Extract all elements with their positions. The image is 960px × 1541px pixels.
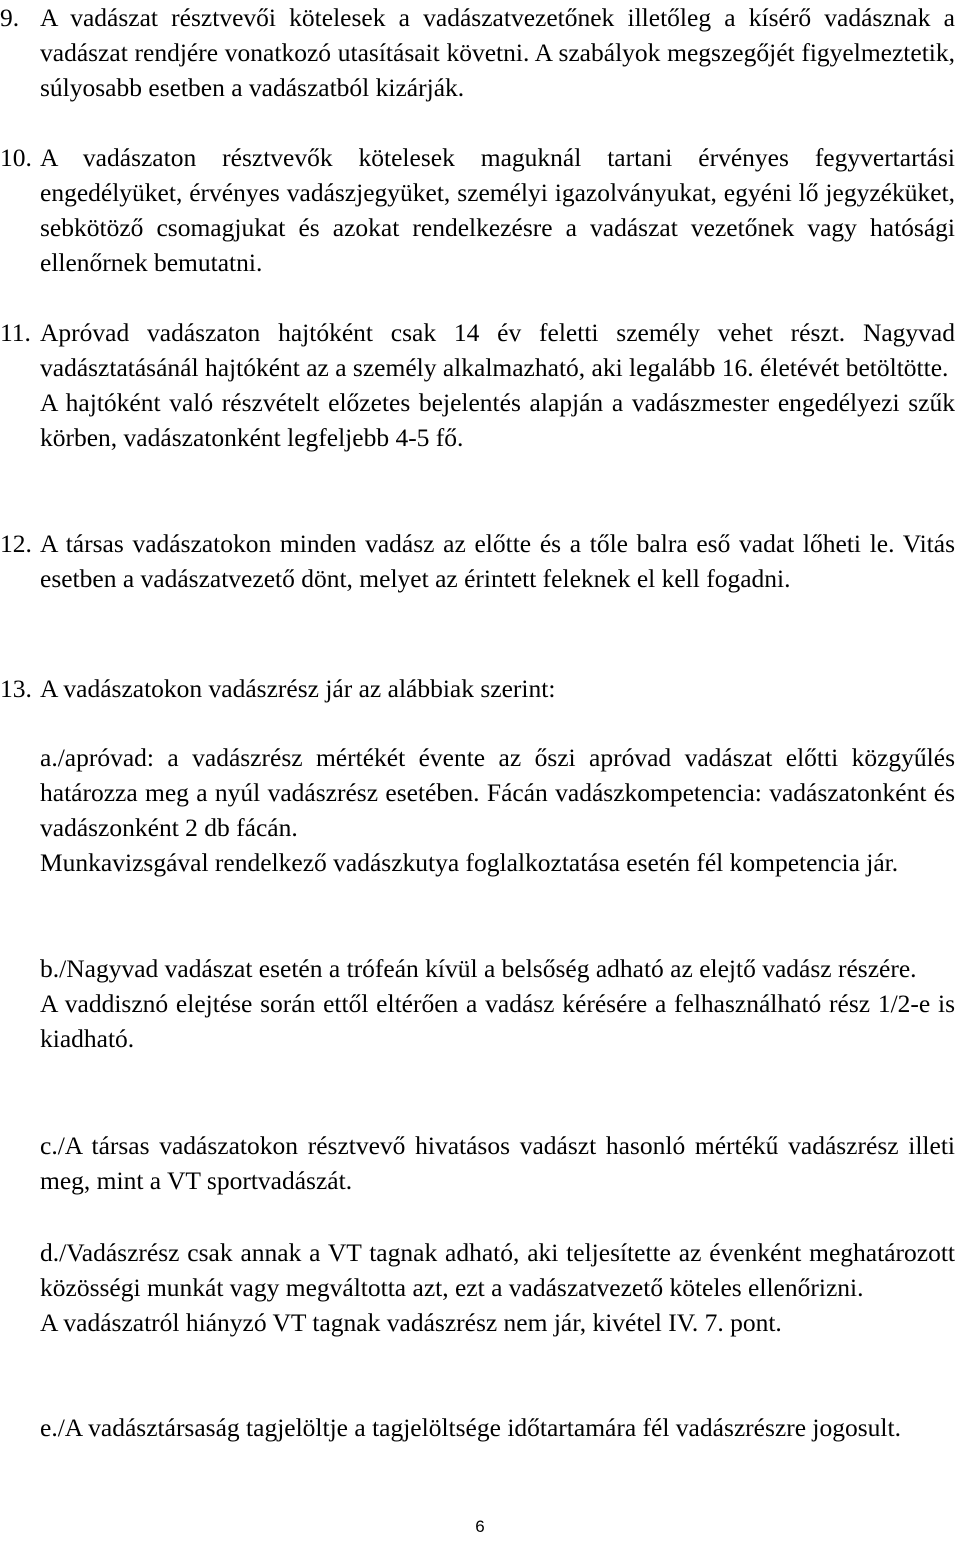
item-body xyxy=(40,0,955,105)
item-body xyxy=(40,140,955,280)
paragraph: a./apróvad: a vadászrész mértékét évente az őszi apróvad vadászat előtti közgyűlés határozza meg a nyúl vadászrész esetében. Fácán vadászkompetencia: vadászatonként és vadászonként 2 db fácán. xyxy=(40,743,955,842)
paragraph: Munkavizsgával rendelkező vadászkutya foglalkoztatása esetén fél kompetencia jár. xyxy=(40,848,899,877)
paragraph: A társas vadászatokon minden vadász az előtte és a tőle balra eső vadat lőheti le. Vitás esetben a vadászatvezető dönt, melyet az érintett feleknek el kell fogadni. xyxy=(40,529,955,593)
paragraph: d./Vadászrész csak annak a VT tagnak adható, aki teljesítette az évenként meghatározott közösségi munkát vagy megváltotta azt, ezt a vadászatvezető köteles ellenőrizni. xyxy=(40,1238,955,1302)
subsection-a xyxy=(40,740,955,880)
paragraph: c./A társas vadászatokon résztvevő hivatásos vadászt hasonló mértékű vadászrész illeti meg, mint a VT sportvadászát. xyxy=(40,1131,955,1195)
subsection-b xyxy=(40,951,955,1056)
subsection-e xyxy=(40,1410,955,1445)
item-number: 10. xyxy=(0,143,32,172)
paragraph: A vaddisznó elejtése során ettől eltérően a vadász kérésére a felhasználható rész 1/2-e is kiadható. xyxy=(40,989,955,1053)
paragraph: A vadászat résztvevői kötelesek a vadászatvezetőnek illetőleg a kísérő vadásznak a vadászat rendjére vonatkozó utasításait követni. A szabályok megszegőjét figyelmeztetik, súlyosabb esetben a vadászatból kizárják. xyxy=(40,3,955,102)
item-body xyxy=(40,526,955,596)
item-number: 11. xyxy=(0,318,31,347)
paragraph: A vadászatokon vadászrész jár az alábbiak szerint: xyxy=(40,674,556,703)
page-number: 6 xyxy=(475,1517,485,1536)
paragraph: A vadászaton résztvevők kötelesek maguknál tartani érvényes fegyvertartási engedélyüket, érvényes vadászjegyüket, személyi igazolványukat, egyéni lő jegyzéküket, sebkötöző csomagjukat és azokat rendelkezésre a vadászat vezetőnek vagy hatósági ellenőrnek bemutatni. xyxy=(40,143,955,277)
paragraph: e./A vadásztársaság tagjelöltje a tagjelöltsége időtartamára fél vadászrészre jogosult. xyxy=(40,1413,901,1442)
paragraph: A hajtóként való részvételt előzetes bejelentés alapján a vadászmester engedélyezi szűk körben, vadászatonként legfeljebb 4-5 fő. xyxy=(40,388,955,452)
subsection-d xyxy=(40,1235,955,1340)
item-body xyxy=(40,315,955,455)
item-number: 12. xyxy=(0,529,32,558)
item-body xyxy=(40,671,955,706)
paragraph: A vadászatról hiányzó VT tagnak vadászrész nem jár, kivétel IV. 7. pont. xyxy=(40,1308,782,1337)
item-number: 9. xyxy=(0,3,20,32)
subsection-c xyxy=(40,1128,955,1198)
paragraph: b./Nagyvad vadászat esetén a trófeán kívül a belsőség adható az elejtő vadász részére. xyxy=(40,954,917,983)
paragraph: Apróvad vadászaton hajtóként csak 14 év feletti személy vehet részt. Nagyvad vadásztatásánál hajtóként az a személy alkalmazható, aki legalább 16. életévét betöltötte. xyxy=(40,318,955,382)
item-number: 13. xyxy=(0,674,32,703)
